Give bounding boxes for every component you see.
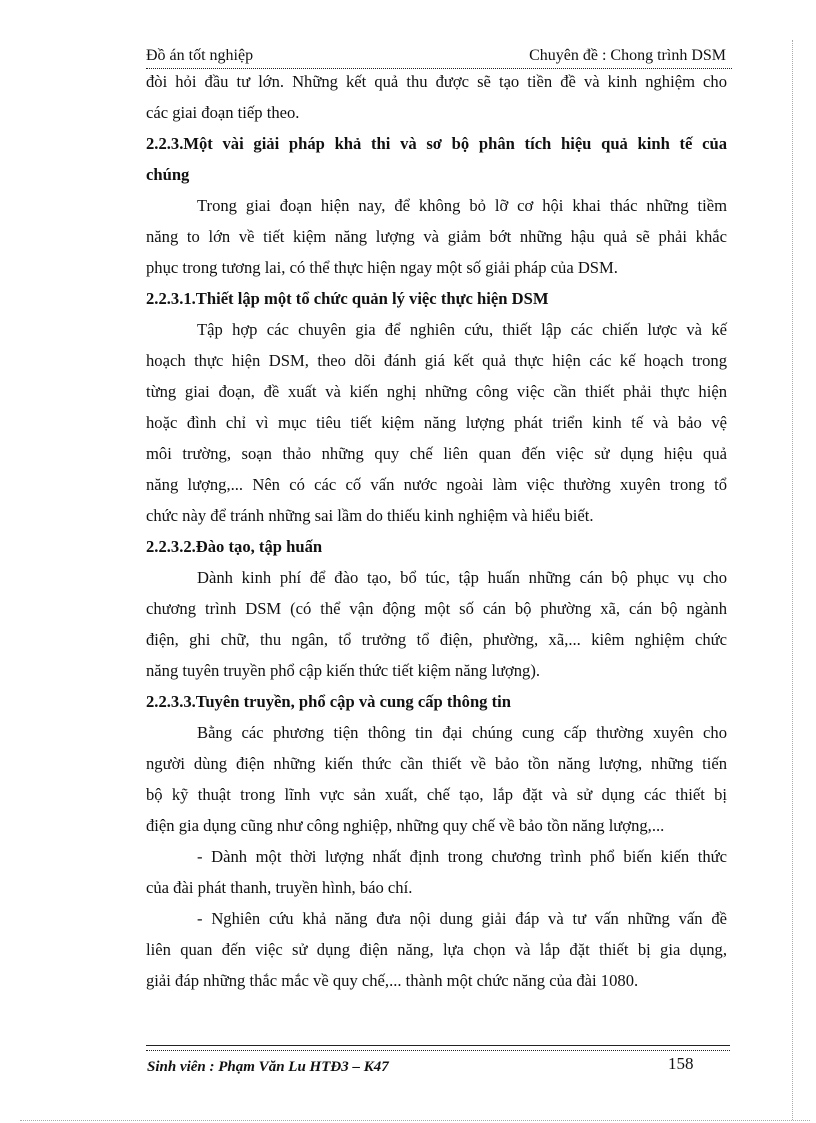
paragraph-line: bộ kỹ thuật trong lĩnh vực sản xuất, chế tạo, lắp đặt và sử dụng các thiết bị — [146, 785, 727, 804]
paragraph-line: hoạch thực hiện DSM, theo dõi đánh giá kết quả thực hiện các kế hoạch trong — [146, 351, 727, 370]
header-topic: Chuyên đề : Chong trình DSM — [529, 47, 726, 64]
paragraph-line: điện, ghi chữ, thu ngân, tổ trưởng tổ điện, phường, xã,... kiêm nghiệm chức — [146, 630, 727, 649]
paragraph-line: chức này để tránh những sai lầm do thiếu kinh nghiệm và hiểu biết. — [146, 506, 594, 525]
footer-divider — [146, 1045, 730, 1051]
page-border-bottom — [20, 1120, 810, 1121]
paragraph-line: hoặc đình chỉ vì mục tiêu tiết kiệm năng lượng phát triển kinh tế và bảo vệ — [146, 413, 727, 432]
page-number: 158 — [668, 1054, 694, 1073]
subsection-heading: 2.2.3.2.Đào tạo, tập huấn — [146, 537, 323, 556]
section-heading-cont: chúng — [146, 165, 190, 184]
page-border-right — [792, 40, 793, 1120]
paragraph-line: đòi hỏi đầu tư lớn. Những kết quả thu được sẽ tạo tiền đề và kinh nghiệm cho — [146, 72, 727, 91]
subsection-heading: 2.2.3.3.Tuyên truyền, phổ cập và cung cấp thông tin — [146, 692, 511, 711]
paragraph-line: liên quan đến việc sử dụng điện năng, lựa chọn và lắp đặt thiết bị gia dụng, — [146, 940, 727, 959]
paragraph-line: chương trình DSM (có thể vận động một số cán bộ phường xã, cán bộ ngành — [146, 599, 727, 618]
paragraph-line: Bằng các phương tiện thông tin đại chúng cung cấp thường xuyên cho — [197, 723, 727, 742]
section-heading: 2.2.3.Một vài giải pháp khả thi và sơ bộ phân tích hiệu quả kinh tế của — [146, 134, 727, 153]
paragraph-line: năng lượng,... Nên có các cố vấn nước ngoài làm việc thường xuyên trong tổ — [146, 475, 727, 494]
bullet-line: - Dành một thời lượng nhất định trong chương trình phổ biến kiến thức — [197, 847, 727, 866]
header-title: Đồ án tốt nghiệp — [146, 47, 254, 64]
paragraph-line: của đài phát thanh, truyền hình, báo chí. — [146, 878, 413, 897]
footer-author: Sinh viên : Phạm Văn Lu HTĐ3 – K47 — [147, 1059, 389, 1075]
subsection-heading: 2.2.3.1.Thiết lập một tổ chức quản lý việc thực hiện DSM — [146, 289, 549, 308]
paragraph-line: năng to lớn về tiết kiệm năng lượng và giảm bớt những hậu quả sẽ phải khắc — [146, 227, 727, 246]
paragraph-line: người dùng điện những kiến thức cần thiết về bảo tồn năng lượng, những tiến — [146, 754, 727, 773]
paragraph-line: giải đáp những thắc mắc về quy chế,... thành một chức năng của đài 1080. — [146, 971, 639, 990]
paragraph-line: Trong giai đoạn hiện nay, để không bỏ lỡ cơ hội khai thác những tiềm — [197, 196, 727, 215]
paragraph-line: từng giai đoạn, đề xuất và kiến nghị những công việc cần thiết phải thực hiện — [146, 382, 727, 401]
paragraph-line: Tập hợp các chuyên gia để nghiên cứu, thiết lập các chiến lược và kế — [197, 320, 727, 339]
paragraph-line: môi trường, soạn thảo những quy chế liên quan đến việc sử dụng hiệu quả — [146, 444, 727, 463]
page-body — [146, 66, 727, 996]
paragraph-line: năng tuyên truyền phổ cập kiến thức tiết kiệm năng lượng). — [146, 661, 541, 680]
paragraph-line: điện gia dụng cũng như công nghiệp, những quy chế về bảo tồn năng lượng,... — [146, 816, 665, 835]
paragraph-line: các giai đoạn tiếp theo. — [146, 103, 300, 122]
bullet-line: - Nghiên cứu khả năng đưa nội dung giải đáp và tư vấn những vấn đề — [197, 909, 727, 928]
paragraph-line: Dành kinh phí để đào tạo, bổ túc, tập huấn những cán bộ phục vụ cho — [197, 568, 727, 587]
paragraph-line: phục trong tương lai, có thể thực hiện ngay một số giải pháp của DSM. — [146, 258, 618, 277]
